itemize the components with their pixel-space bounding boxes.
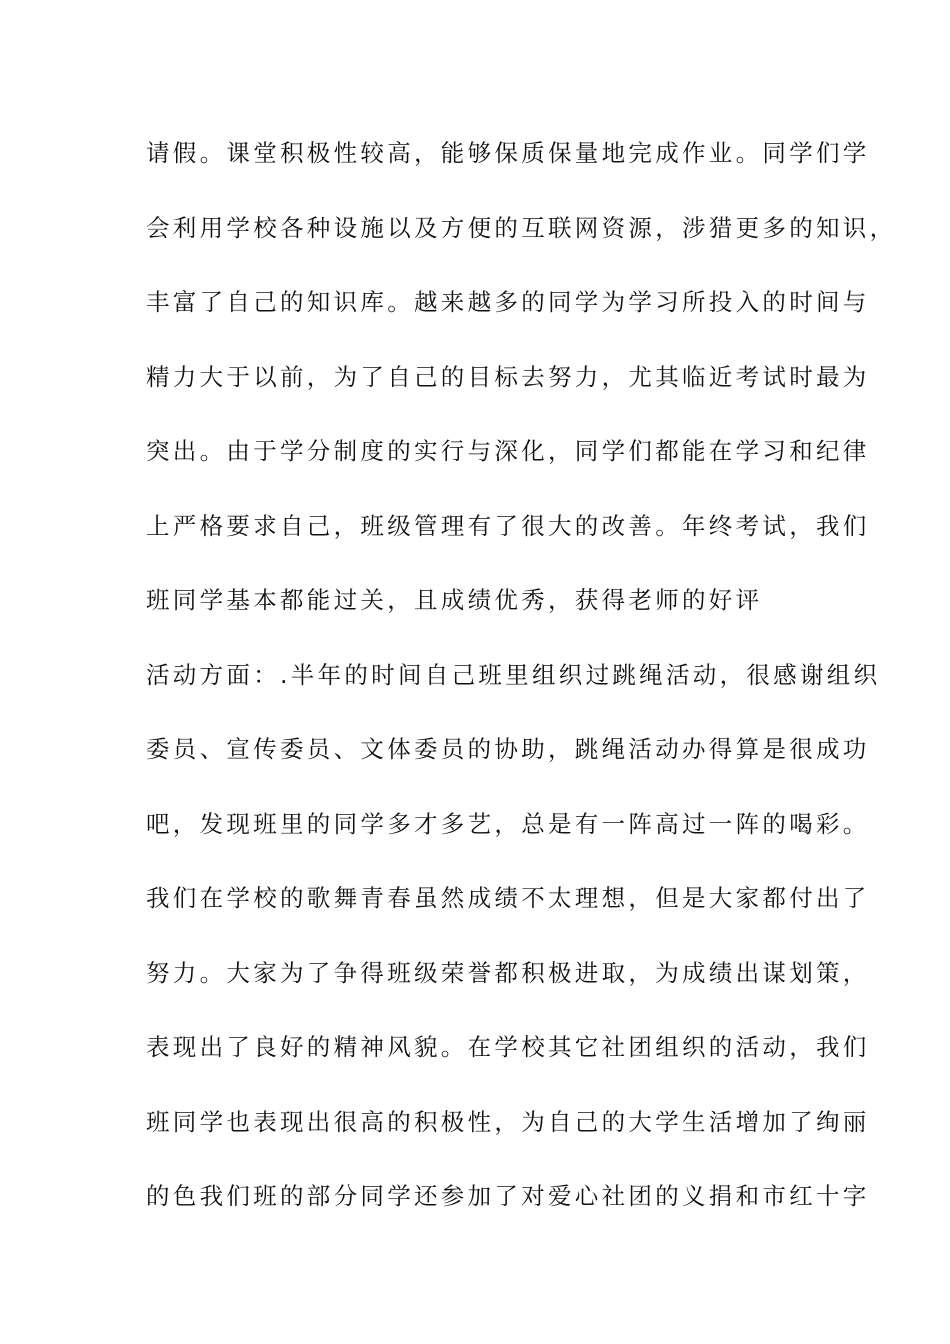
text-line: 吧，发现班里的同学多才多艺，总是有一阵高过一阵的喝彩。 — [146, 809, 870, 838]
text-line: 班同学基本都能过关，且成绩优秀，获得老师的好评 — [146, 586, 763, 614]
text-line: 表现出了良好的精神风貌。在学校其它社团组织的活动，我们 — [146, 1033, 870, 1061]
text-line: 委员、宣传委员、文体委员的协助，跳绳活动办得算是很成功 — [146, 735, 870, 763]
text-line: 丰富了自己的知识库。越来越多的同学为学习所投入的时间与 — [146, 288, 870, 316]
text-line: 突出。由于学分制度的实行与深化，同学们都能在学习和纪律 — [146, 437, 870, 465]
text-line: 的色我们班的部分同学还参加了对爱心社团的义捐和市红十字 — [146, 1182, 870, 1210]
text-line: 会利用学校各种设施以及方便的互联网资源，涉猎更多的知识， — [146, 213, 897, 242]
text-line: 请假。课堂积极性较高，能够保质保量地完成作业。同学们学 — [146, 139, 870, 167]
text-line: 努力。大家为了争得班级荣誉都积极进取，为成绩出谋划策， — [146, 958, 870, 987]
text-line: 班同学也表现出很高的积极性，为自己的大学生活增加了绚丽 — [146, 1107, 870, 1136]
body-text — [146, 131, 897, 1249]
text-line: 活动方面：.半年的时间自己班里组织过跳绳活动，很感谢组织 — [146, 660, 881, 689]
text-line: 我们在学校的歌舞青春虽然成绩不太理想，但是大家都付出了 — [146, 884, 870, 912]
text-line: 上严格要求自己，班级管理有了很大的改善。年终考试，我们 — [146, 511, 870, 540]
text-line: 精力大于以前，为了自己的目标去努力，尤其临近考试时最为 — [146, 362, 870, 391]
